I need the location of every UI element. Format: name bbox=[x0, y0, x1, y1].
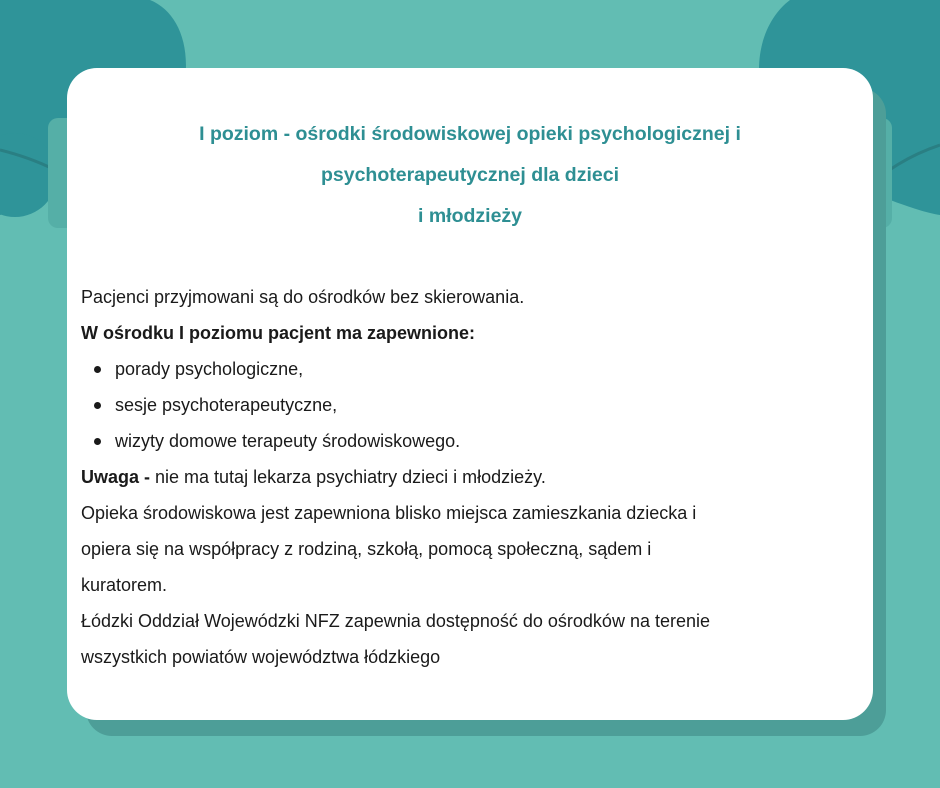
list-item-text: porady psychologiczne, bbox=[115, 359, 304, 379]
note-text: nie ma tutaj lekarza psychiatry dzieci i młodzieży. bbox=[150, 467, 546, 487]
list-item bbox=[81, 387, 853, 423]
services-list bbox=[81, 351, 853, 459]
list-item-text: wizyty domowe terapeuty środowiskowego. bbox=[115, 431, 461, 451]
services-heading: W ośrodku I poziomu pacjent ma zapewnione: bbox=[81, 323, 476, 343]
bullet-icon bbox=[94, 402, 101, 409]
list-item-text: sesje psychoterapeutyczne, bbox=[115, 395, 338, 415]
title-line-1: I poziom - ośrodki środowiskowej opieki psychologicznej i bbox=[199, 123, 741, 145]
intro-text: Pacjenci przyjmowani są do ośrodków bez skierowania. bbox=[81, 287, 525, 307]
note-paragraph bbox=[81, 459, 853, 495]
body-text bbox=[81, 279, 853, 675]
page-title bbox=[107, 114, 833, 237]
care-line-2: opiera się na współpracy z rodziną, szkołą, pomocą społeczną, sądem i bbox=[81, 539, 652, 559]
nfz-line-2: wszystkich powiatów województwa łódzkiego bbox=[81, 647, 441, 667]
care-line-1: Opieka środowiskowa jest zapewniona blisko miejsca zamieszkania dziecka i bbox=[81, 503, 697, 523]
bullet-icon bbox=[94, 438, 101, 445]
care-line-3: kuratorem. bbox=[81, 575, 168, 595]
note-label: Uwaga - bbox=[81, 467, 151, 487]
list-item bbox=[81, 423, 853, 459]
title-line-2: psychoterapeutycznej dla dzieci bbox=[320, 164, 619, 186]
info-card bbox=[67, 68, 873, 720]
title-line-3: i młodzieży bbox=[417, 205, 523, 227]
bullet-icon bbox=[94, 366, 101, 373]
nfz-line-1: Łódzki Oddział Wojewódzki NFZ zapewnia dostępność do ośrodków na terenie bbox=[81, 611, 710, 631]
list-item bbox=[81, 351, 853, 387]
